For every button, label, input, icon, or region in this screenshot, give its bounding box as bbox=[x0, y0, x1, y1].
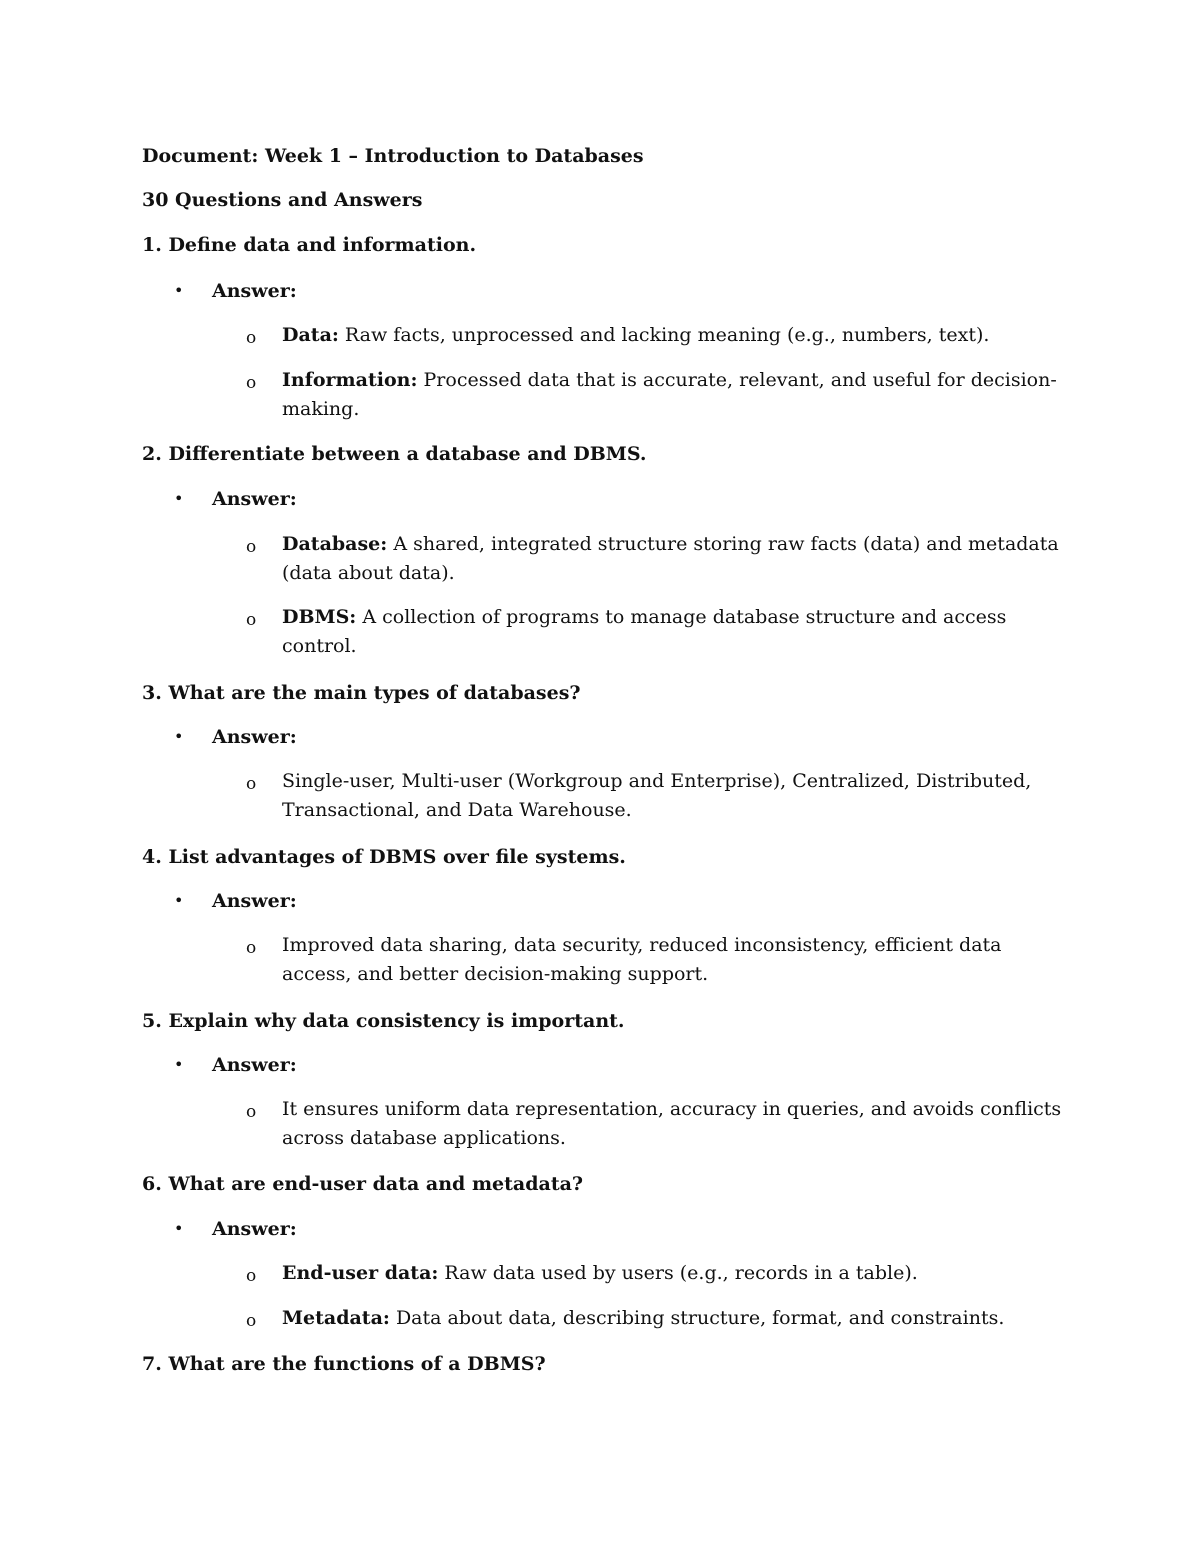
answer-text: A shared, integrated structure storing raw facts (data) and metadata (data about data). bbox=[282, 533, 1059, 584]
answer-label: Answer: bbox=[212, 488, 297, 510]
sub-bullet-icon: o bbox=[246, 328, 257, 348]
answer-item bbox=[282, 1259, 1072, 1288]
answer-text: A collection of programs to manage database structure and access control. bbox=[282, 606, 1007, 657]
answer-item bbox=[282, 767, 1072, 825]
answer-text: Data about data, describing structure, format, and constraints. bbox=[389, 1307, 1005, 1329]
answer-label: Answer: bbox=[212, 1054, 297, 1076]
answer-text: Single-user, Multi-user (Workgroup and Enterprise), Centralized, Distributed, Transactional, and Data Warehouse. bbox=[282, 770, 1032, 821]
sub-bullet-icon: o bbox=[246, 1311, 257, 1331]
answer-label: Answer: bbox=[212, 726, 297, 748]
answer-term: End-user data: bbox=[282, 1262, 439, 1284]
answer-item bbox=[282, 366, 1072, 424]
bullet-icon: • bbox=[174, 281, 184, 300]
sub-bullet-icon: o bbox=[246, 610, 257, 630]
answer-term: Metadata: bbox=[282, 1307, 390, 1329]
question-6: 6. What are end-user data and metadata? bbox=[142, 1173, 584, 1195]
answer-label: Answer: bbox=[212, 1218, 297, 1240]
answer-term: Database: bbox=[282, 533, 388, 555]
answer-label: Answer: bbox=[212, 890, 297, 912]
question-3: 3. What are the main types of databases? bbox=[142, 682, 581, 704]
answer-text: Raw facts, unprocessed and lacking meaning (e.g., numbers, text). bbox=[338, 324, 990, 346]
bullet-icon: • bbox=[174, 891, 184, 910]
question-5: 5. Explain why data consistency is important. bbox=[142, 1010, 625, 1032]
answer-item bbox=[282, 931, 1072, 989]
bullet-icon: • bbox=[174, 727, 184, 746]
answer-text: Improved data sharing, data security, reduced inconsistency, efficient data access, and better decision-making support. bbox=[282, 934, 1002, 985]
sub-bullet-icon: o bbox=[246, 1102, 257, 1122]
bullet-icon: • bbox=[174, 489, 184, 508]
answer-term: Information: bbox=[282, 369, 418, 391]
answer-label: Answer: bbox=[212, 280, 297, 302]
answer-term: Data: bbox=[282, 324, 339, 346]
answer-item bbox=[282, 321, 1072, 350]
sub-bullet-icon: o bbox=[246, 774, 257, 794]
answer-item bbox=[282, 1304, 1072, 1333]
answer-term: DBMS: bbox=[282, 606, 357, 628]
question-2: 2. Differentiate between a database and DBMS. bbox=[142, 443, 647, 465]
answer-item bbox=[282, 603, 1072, 661]
sub-bullet-icon: o bbox=[246, 1266, 257, 1286]
answer-item bbox=[282, 530, 1072, 588]
sub-bullet-icon: o bbox=[246, 537, 257, 557]
question-1: 1. Define data and information. bbox=[142, 234, 477, 256]
sub-bullet-icon: o bbox=[246, 373, 257, 393]
answer-text: Raw data used by users (e.g., records in a table). bbox=[438, 1262, 918, 1284]
question-4: 4. List advantages of DBMS over file systems. bbox=[142, 846, 626, 868]
bullet-icon: • bbox=[174, 1055, 184, 1074]
document-subtitle: 30 Questions and Answers bbox=[142, 189, 423, 211]
document-title: Document: Week 1 – Introduction to Databases bbox=[142, 145, 644, 167]
answer-text: It ensures uniform data representation, accuracy in queries, and avoids conflicts across database applications. bbox=[282, 1098, 1062, 1149]
bullet-icon: • bbox=[174, 1219, 184, 1238]
question-7: 7. What are the functions of a DBMS? bbox=[142, 1353, 546, 1375]
answer-item bbox=[282, 1095, 1072, 1153]
answer-text: Processed data that is accurate, relevant, and useful for decision-making. bbox=[282, 369, 1057, 420]
sub-bullet-icon: o bbox=[246, 938, 257, 958]
